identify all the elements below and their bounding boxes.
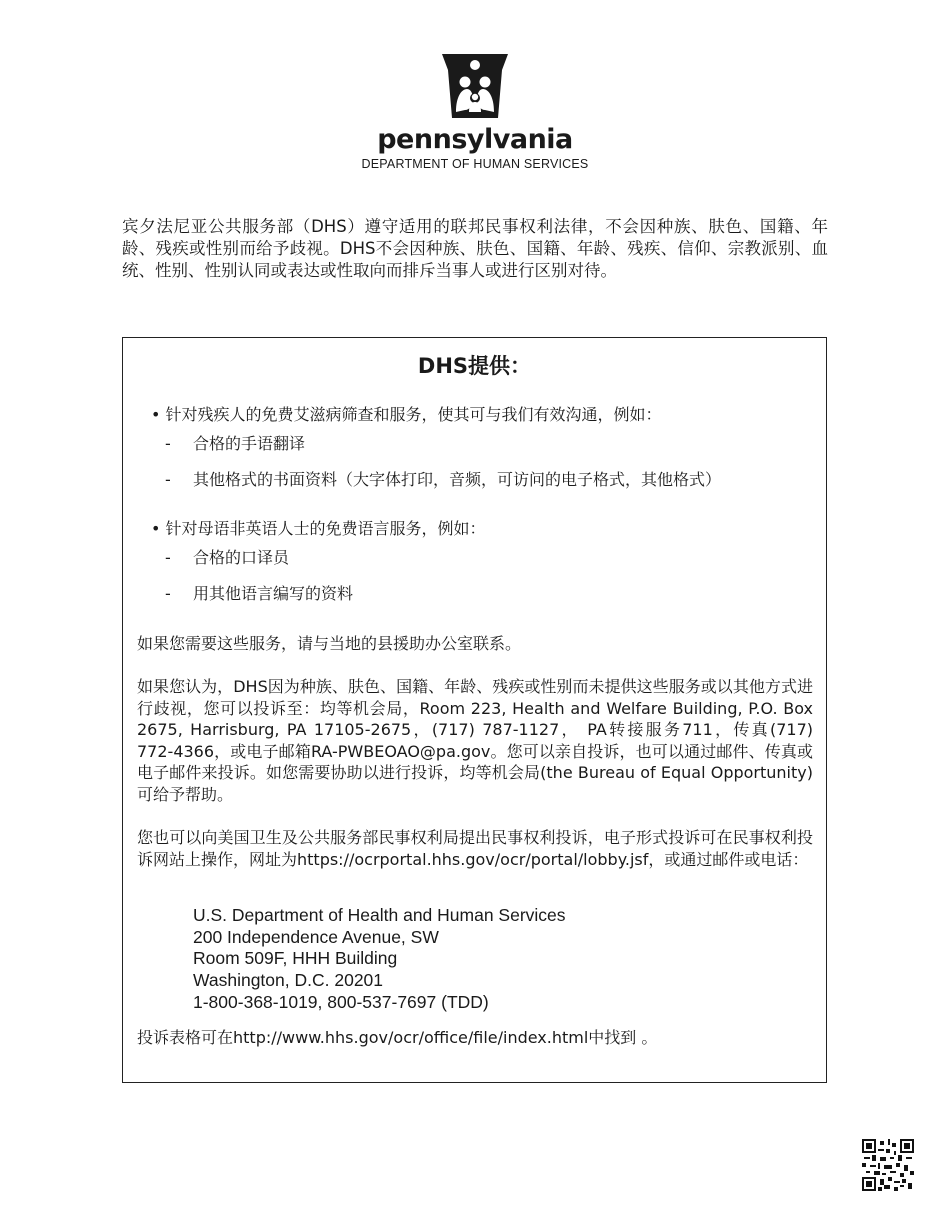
bullet-language-services: • 针对母语非英语人士的免费语言服务，例如： bbox=[151, 519, 486, 538]
address-line: 1-800-368-1019, 800-537-7697 (TDD) bbox=[193, 991, 489, 1012]
keystone-family-icon bbox=[440, 52, 510, 122]
intro-paragraph: 宾夕法尼亚公共服务部（DHS）遵守适用的联邦民事权利法律，不会因种族、肤色、国籍、年龄、残疾或性别而给予歧视。DHS不会因种族、肤色、国籍、年龄、残疾、信仰、宗教派别、血统、性别、性别认同或表达或性取向而排斥当事人或进行区别对待。 bbox=[122, 217, 828, 280]
list-item: - 合格的手语翻译 bbox=[165, 434, 306, 453]
org-name: pennsylvania bbox=[377, 124, 573, 155]
list-item: - 合格的口译员 bbox=[165, 548, 290, 567]
header-logo bbox=[0, 52, 950, 171]
list-item-text: 用其他语言编写的资料 bbox=[193, 584, 354, 603]
contact-local-text: 如果您需要这些服务，请与当地的县援助办公室联系。 bbox=[137, 634, 522, 653]
department-name: DEPARTMENT OF HUMAN SERVICES bbox=[361, 157, 589, 171]
address-line: Room 509F, HHH Building bbox=[193, 948, 398, 969]
hhs-address bbox=[193, 905, 566, 1014]
list-item: - 其他格式的书面资料（大字体打印，音频，可访问的电子格式，其他格式） bbox=[165, 470, 722, 489]
list-item-text: 其他格式的书面资料（大字体打印，音频，可访问的电子格式，其他格式） bbox=[193, 470, 722, 489]
forms-text: 投诉表格可在http://www.hhs.gov/ocr/office/file/index.html中找到 。 bbox=[137, 1028, 658, 1047]
list-item: - 用其他语言编写的资料 bbox=[165, 584, 354, 603]
list-item-text: 合格的手语翻译 bbox=[193, 434, 306, 453]
address-line: 200 Independence Avenue, SW bbox=[193, 926, 439, 947]
box-title: DHS提供： bbox=[417, 354, 532, 378]
address-line: U.S. Department of Health and Human Services bbox=[193, 905, 566, 925]
complaint-paragraph: 如果您认为，DHS因为种族、肤色、国籍、年龄、残疾或性别而未提供这些服务或以其他方式进行歧视，您可以投诉至：均等机会局，Room 223, Health and Welfare Building, P.O. Box 2675, Harrisburg, PA 17105-2675，(717) 787-1127， PA转接服务711，传真(717) 772-4366，或电子邮箱RA-PWBEOAO@pa.gov。您可以亲自投诉，也可以通过邮件、传真或电子邮件来投诉。如您需要协助以进行投诉，均等机会局(the Bureau of Equal Opportunity)可给予帮助。 bbox=[137, 677, 813, 804]
list-item-text: 合格的口译员 bbox=[193, 548, 290, 567]
services-box bbox=[122, 337, 827, 1083]
qr-code-icon bbox=[862, 1139, 914, 1191]
bullet-disability-services: • 针对残疾人的免费艾滋病筛查和服务，使其可与我们有效沟通，例如： bbox=[151, 405, 662, 424]
address-line: Washington, D.C. 20201 bbox=[193, 970, 384, 991]
hhs-paragraph: 您也可以向美国卫生及公共服务部民事权利局提出民事权利投诉，电子形式投诉可在民事权利投诉网站上操作，网址为https://ocrportal.hhs.gov/ocr/portal/lobby.jsf，或通过邮件或电话： bbox=[137, 828, 813, 869]
